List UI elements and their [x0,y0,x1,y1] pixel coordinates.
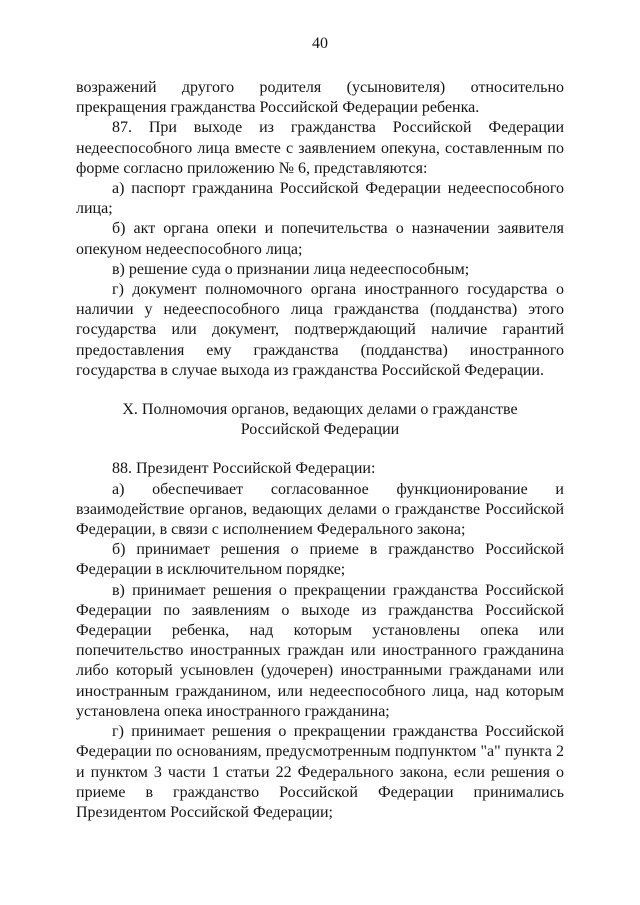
item-87-g: г) документ полномочного органа иностранного государства о наличии у недееспособного лица гражданства (подданства) этого государства или документ, подтверждающий наличие гарантий предоставления ему гражданства (подданства) иностранного государства в случае выхода из гражданства Российской Федерации. [76,281,564,379]
item-88-intro: 88. Президент Российской Федерации: [112,460,376,478]
item-88-b: б) принимает решения о приеме в гражданство Российской Федерации в исключительном порядке; [76,541,564,579]
section-heading-line-2: Российской Федерации [240,421,400,439]
item-88-g: г) принимает решения о прекращении гражданства Российской Федерации по основаниям, предусмотренным подпунктом "а" пункта 2 и пунктом 3 части 1 статьи 22 Федерального закона, если решения о приеме в гражданство Российской Федерации принимались Президентом Российской Федерации; [76,723,564,821]
section-heading [100,400,540,440]
item-87-intro: 87. При выходе из гражданства Российской Федерации недееспособного лица вместе с заявлением опекуна, составленным по форме согласно приложению № 6, представляются: [76,119,564,177]
continuation-paragraph: возражений другого родителя (усыновителя) относительно прекращения гражданства Российской Федерации ребенка. [76,79,564,117]
item-87-b: б) акт органа опеки и попечительства о назначении заявителя опекуном недееспособного лица; [76,220,564,258]
page-number: 40 [312,35,328,52]
document-body [76,78,564,823]
item-88-a: а) обеспечивает согласованное функционирование и взаимодействие органов, ведающих делами о гражданстве Российской Федерации, в связи с исполнением Федерального закона; [76,480,564,539]
item-88-v: в) принимает решения о прекращении гражданства Российской Федерации по заявлениям о выходе из гражданства Российской Федерации ребенка, над которым установлены опека или попечительство иностранных граждан или иностранного гражданина либо который усыновлен (удочерен) иностранными гражданами или иностранным гражданином, или недееспособного лица, над которым установлена опека иностранного гражданина; [76,581,564,720]
item-87-v: в) решение суда о признании лица недееспособным; [112,260,470,278]
section-heading-line-1: X. Полномочия органов, ведающих делами о гражданстве [122,401,518,419]
item-87-a: а) паспорт гражданина Российской Федерации недееспособного лица; [76,180,564,218]
